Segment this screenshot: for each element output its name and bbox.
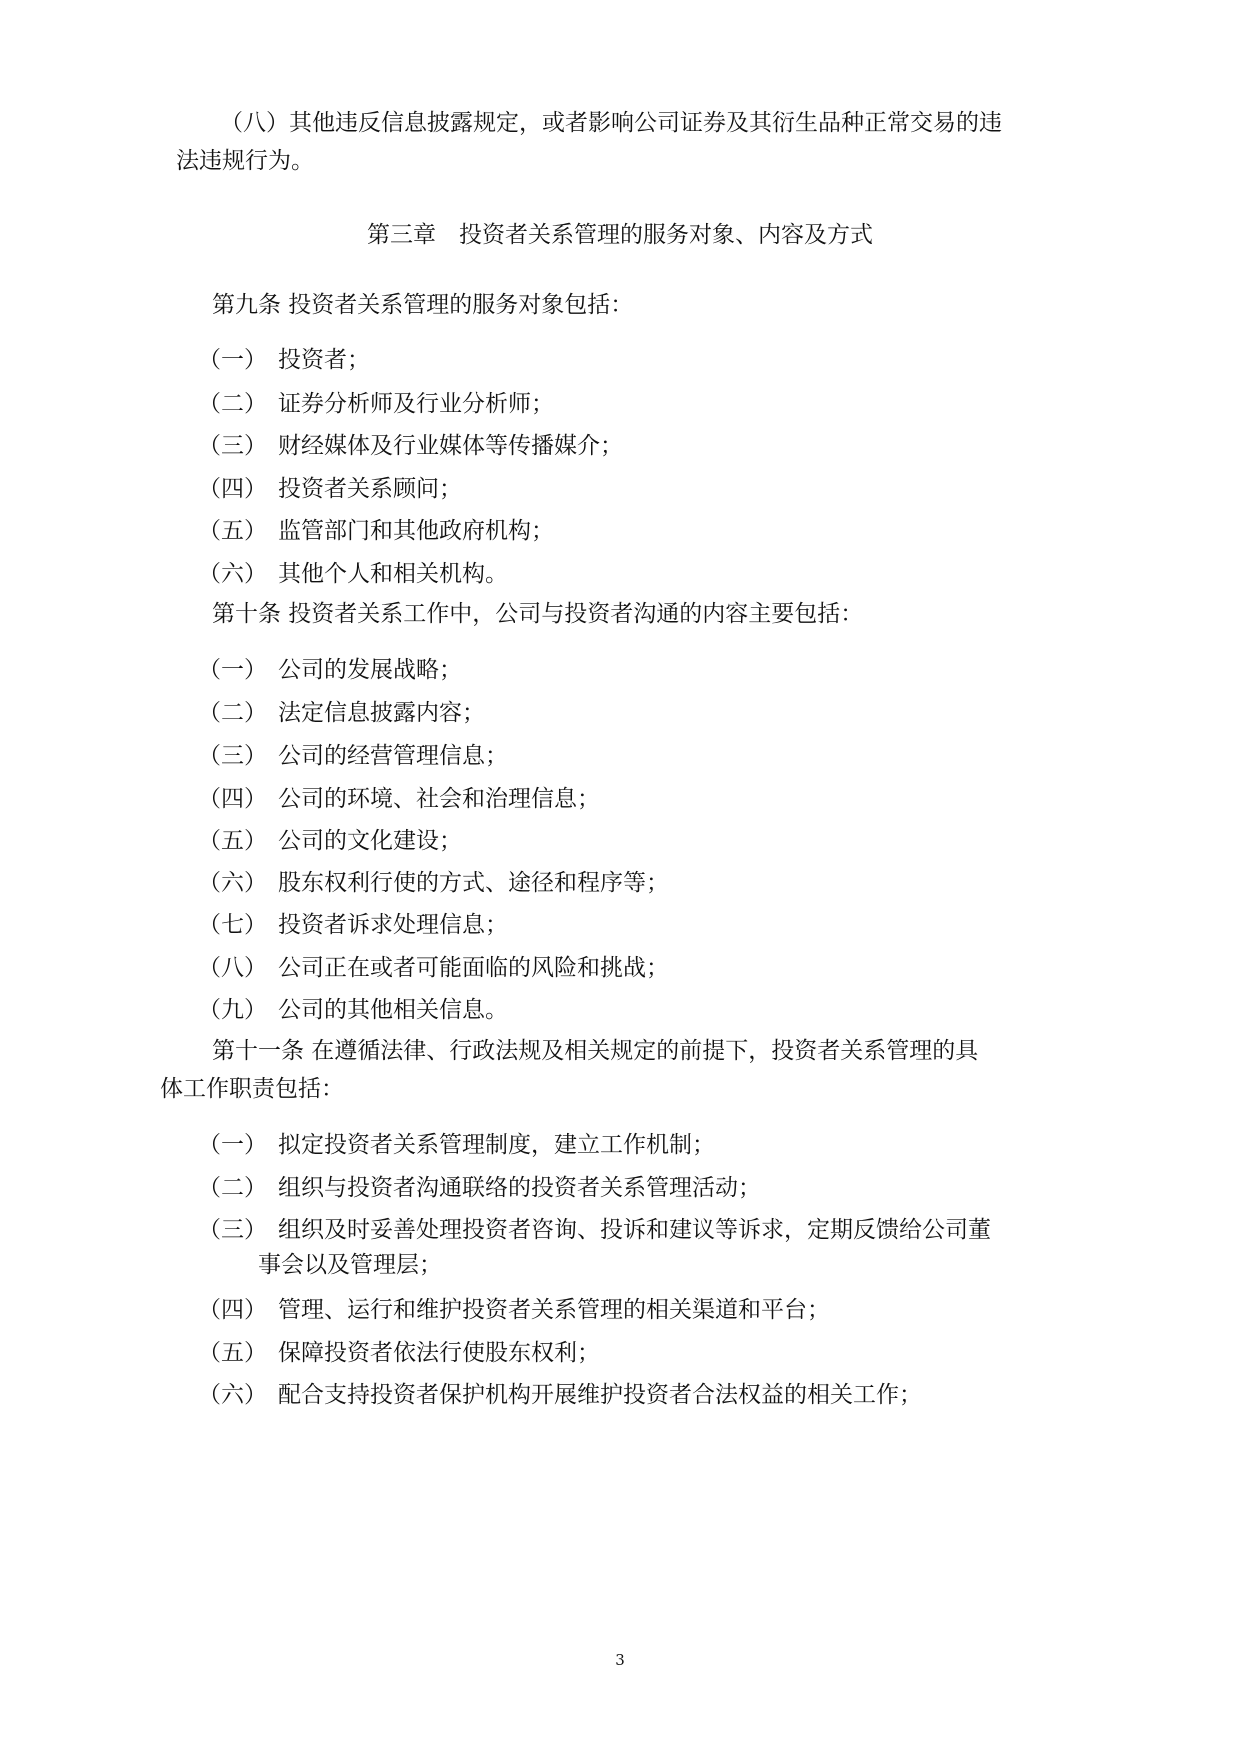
item-number: （六） xyxy=(198,561,267,587)
item-number: （一） xyxy=(198,1132,267,1158)
item-number: （四） xyxy=(198,1297,267,1323)
item-number: （五） xyxy=(198,828,267,854)
item-text: 组织与投资者沟通联络的投资者关系管理活动； xyxy=(278,1175,761,1201)
item-number: （四） xyxy=(198,476,267,502)
item-text: 投资者诉求处理信息； xyxy=(278,912,508,938)
item-text: 公司的环境、社会和治理信息； xyxy=(278,786,600,812)
item-text: 其他个人和相关机构。 xyxy=(278,561,508,587)
paragraph-line: （八）其他违反信息披露规定，或者影响公司证券及其衍生品种正常交易的违 xyxy=(220,110,1002,136)
item-text: 法定信息披露内容； xyxy=(278,700,485,726)
item-number: （九） xyxy=(198,997,267,1023)
item-text: 配合支持投资者保护机构开展维护投资者合法权益的相关工作； xyxy=(278,1382,922,1408)
item-number: （二） xyxy=(198,1175,267,1201)
item-number: （一） xyxy=(198,347,267,373)
article-heading: 第十条 投资者关系工作中，公司与投资者沟通的内容主要包括： xyxy=(212,601,864,627)
item-number: （五） xyxy=(198,518,267,544)
chapter-title: 第三章 投资者关系管理的服务对象、内容及方式 xyxy=(367,222,873,248)
item-text: 公司的文化建设； xyxy=(278,828,462,854)
item-number: （八） xyxy=(198,955,267,981)
item-text: 监管部门和其他政府机构； xyxy=(278,518,554,544)
item-text: 公司的其他相关信息。 xyxy=(278,997,508,1023)
item-number: （三） xyxy=(198,433,267,459)
item-text: 拟定投资者关系管理制度，建立工作机制； xyxy=(278,1132,715,1158)
item-text: 股东权利行使的方式、途径和程序等； xyxy=(278,870,669,896)
item-text: 投资者； xyxy=(278,347,370,373)
item-number: （七） xyxy=(198,912,267,938)
item-text: 保障投资者依法行使股东权利； xyxy=(278,1340,600,1366)
item-number: （一） xyxy=(198,657,267,683)
item-number: （四） xyxy=(198,786,267,812)
item-number: （六） xyxy=(198,1382,267,1408)
item-text: 证券分析师及行业分析师； xyxy=(278,391,554,417)
article-heading: 第九条 投资者关系管理的服务对象包括： xyxy=(212,292,634,318)
item-text: 管理、运行和维护投资者关系管理的相关渠道和平台； xyxy=(278,1297,830,1323)
item-text: 组织及时妥善处理投资者咨询、投诉和建议等诉求，定期反馈给公司董 xyxy=(278,1217,991,1243)
item-number: （二） xyxy=(198,391,267,417)
item-number: （三） xyxy=(198,1217,267,1243)
page-number: 3 xyxy=(615,1651,625,1669)
item-number: （二） xyxy=(198,700,267,726)
paragraph-line: 法违规行为。 xyxy=(176,148,314,174)
article-heading: 第十一条 在遵循法律、行政法规及相关规定的前提下，投资者关系管理的具 xyxy=(212,1038,979,1064)
item-text: 财经媒体及行业媒体等传播媒介； xyxy=(278,433,623,459)
item-text: 公司的发展战略； xyxy=(278,657,462,683)
item-text: 公司正在或者可能面临的风险和挑战； xyxy=(278,955,669,981)
item-number: （五） xyxy=(198,1340,267,1366)
item-text-cont: 事会以及管理层； xyxy=(258,1252,442,1278)
article-heading-cont: 体工作职责包括： xyxy=(160,1076,344,1102)
item-number: （三） xyxy=(198,743,267,769)
item-text: 公司的经营管理信息； xyxy=(278,743,508,769)
item-text: 投资者关系顾问； xyxy=(278,476,462,502)
item-number: （六） xyxy=(198,870,267,896)
